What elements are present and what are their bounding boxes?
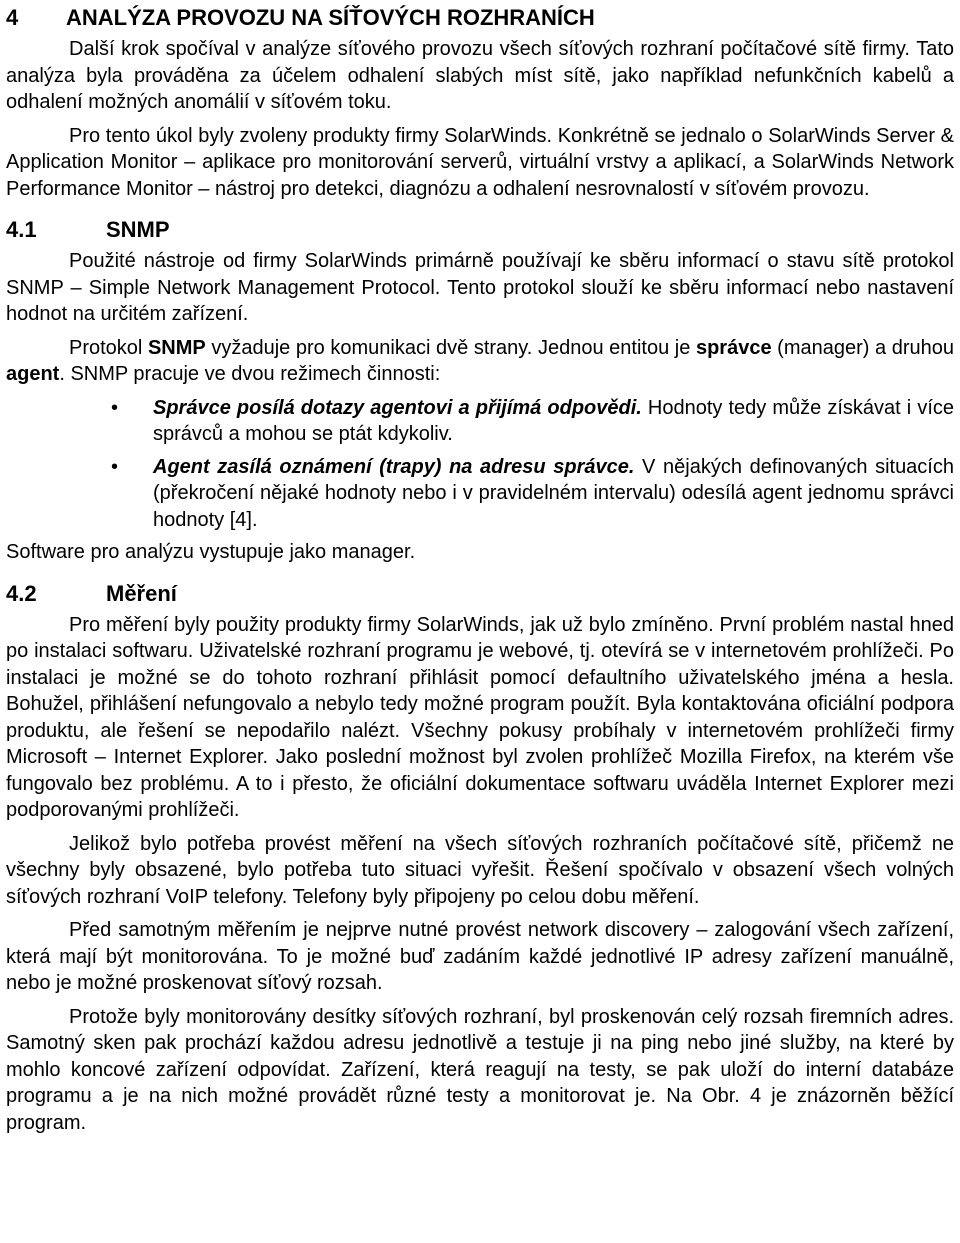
text-run-bold: správce bbox=[695, 336, 772, 359]
list-item-text: Hodnoty tedy může získávat i více správců a mohou se ptát kdykoliv. bbox=[153, 396, 954, 445]
snmp-modes-list bbox=[6, 395, 954, 534]
text-run: vyžaduje pro komunikaci dvě strany. Jednou entitou je bbox=[205, 336, 696, 359]
list-item-lead: Správce posílá dotazy agentovi a přijímá odpovědi. bbox=[153, 396, 642, 419]
list-item bbox=[111, 395, 954, 448]
section-number: 4.1 bbox=[6, 217, 37, 242]
text-run-bold: agent bbox=[6, 363, 60, 385]
section-number: 4.2 bbox=[6, 580, 37, 606]
section-heading-mereni bbox=[6, 580, 954, 608]
intro-paragraph-2: Pro tento úkol byly zvoleny produkty firmy SolarWinds. Konkrétně se jednalo o SolarWinds Server & Application Monitor – aplikace pro monitorování serverů, virtuální vrstvy a aplikací, a SolarWinds Network Performance Monitor – nástroj pro detekci, diagnózu a odhalení nesrovnalostí v síťovém provozu. bbox=[6, 124, 954, 200]
snmp-paragraph-1: Použité nástroje od firmy SolarWinds primárně používají ke sběru informací o stavu sítě protokol SNMP – Simple Network Management Protocol. Tento protokol slouží ke sběru informací nebo nastavení hodnot na určitém zařízení. bbox=[6, 250, 954, 325]
chapter-heading bbox=[6, 4, 954, 32]
chapter-title: ANALÝZA PROVOZU NA SÍŤOVÝCH ROZHRANÍCH bbox=[66, 5, 595, 30]
section-title: SNMP bbox=[106, 217, 170, 242]
section-heading-snmp bbox=[6, 216, 954, 244]
mereni-paragraph-4: Protože byly monitorovány desítky síťových rozhraní, byl proskenován celý rozsah firemních adres. Samotný sken pak prochází každou adresu jednotlivě a testuje ji na ping nebo jiné služby, na které by mohlo koncové zařízení odpovídat. Zařízení, která reagují na testy, se pak uloží do interní databáze programu a je na nich možné provádět různé testy a monitorovat je. Na Obr. 4 je znázorněn běžící program. bbox=[6, 1005, 954, 1134]
snmp-paragraph-3: Software pro analýzu vystupuje jako manager. bbox=[6, 541, 416, 563]
text-run: (manager) a druhou bbox=[771, 336, 954, 359]
bullet-icon: • bbox=[111, 396, 119, 419]
mereni-paragraph-2: Jelikož bylo potřeba provést měření na všech síťových rozhraních počítačové sítě, přičemž ne všechny byly obsazené, bylo potřeba tuto situaci vyřešit. Řešení spočívalo v obsazení všech volných síťových rozhraní VoIP telefony. Telefony byly připojeny po celou dobu měření. bbox=[6, 832, 954, 908]
mereni-paragraph-1: Pro měření byly použity produkty firmy SolarWinds, jak už bylo zmíněno. První problém nastal hned po instalaci softwaru. Uživatelské rozhraní programu je webové, tj. otevírá se v internetovém prohlížeči. Po instalaci je možné se do tohoto rozhraní přihlásit pomocí defaultního uživatelského jména a hesla. Bohužel, přihlášení nefungovalo a nebylo tedy možné program použít. Byla kontaktována oficiální podpora produktu, ale řešení se nepodařilo nalézt. Všechny pokusy probíhaly v internetovém prohlížeči firmy Microsoft – Internet Explorer. Jako poslední možnost byl zvolen prohlížeč Mozilla Firefox, na kterém vše fungovalo bez problému. A to i přesto, že oficiální dokumentace softwaru uváděla Internet Explorer mezi podporovanými prohlížeči. bbox=[6, 613, 954, 821]
list-item-lead: Agent zasílá oznámení (trapy) na adresu správce. bbox=[153, 455, 635, 478]
bullet-icon: • bbox=[111, 455, 119, 478]
text-run-bold: SNMP bbox=[147, 336, 206, 359]
snmp-paragraph-2 bbox=[6, 335, 954, 388]
text-run: . SNMP pracuje ve dvou režimech činnosti: bbox=[59, 363, 441, 385]
list-item-text: V nějakých definovaných situacích (překročení nějaké hodnoty nebo i v pravidelném intervalu) odesílá agent jednomu správci hodnoty [4]. bbox=[153, 455, 954, 531]
list-item bbox=[111, 454, 954, 534]
intro-paragraph-1: Další krok spočíval v analýze síťového provozu všech síťových rozhraní počítačové sítě firmy. Tato analýza byla prováděna za účelem odhalení slabých míst sítě, jako například nefunkčních kabelů a odhalení možných anomálií v síťovém toku. bbox=[6, 38, 954, 113]
section-title: Měření bbox=[106, 580, 177, 606]
chapter-number: 4 bbox=[6, 5, 19, 30]
text-run: Protokol bbox=[69, 336, 148, 359]
mereni-paragraph-3: Před samotným měřením je nejprve nutné provést network discovery – zalogování všech zařízení, která mají být monitorována. To je možné buď zadáním každé jednotlivé IP adresy zařízení manuálně, nebo je možné proskenovat síťový rozsah. bbox=[6, 919, 954, 994]
